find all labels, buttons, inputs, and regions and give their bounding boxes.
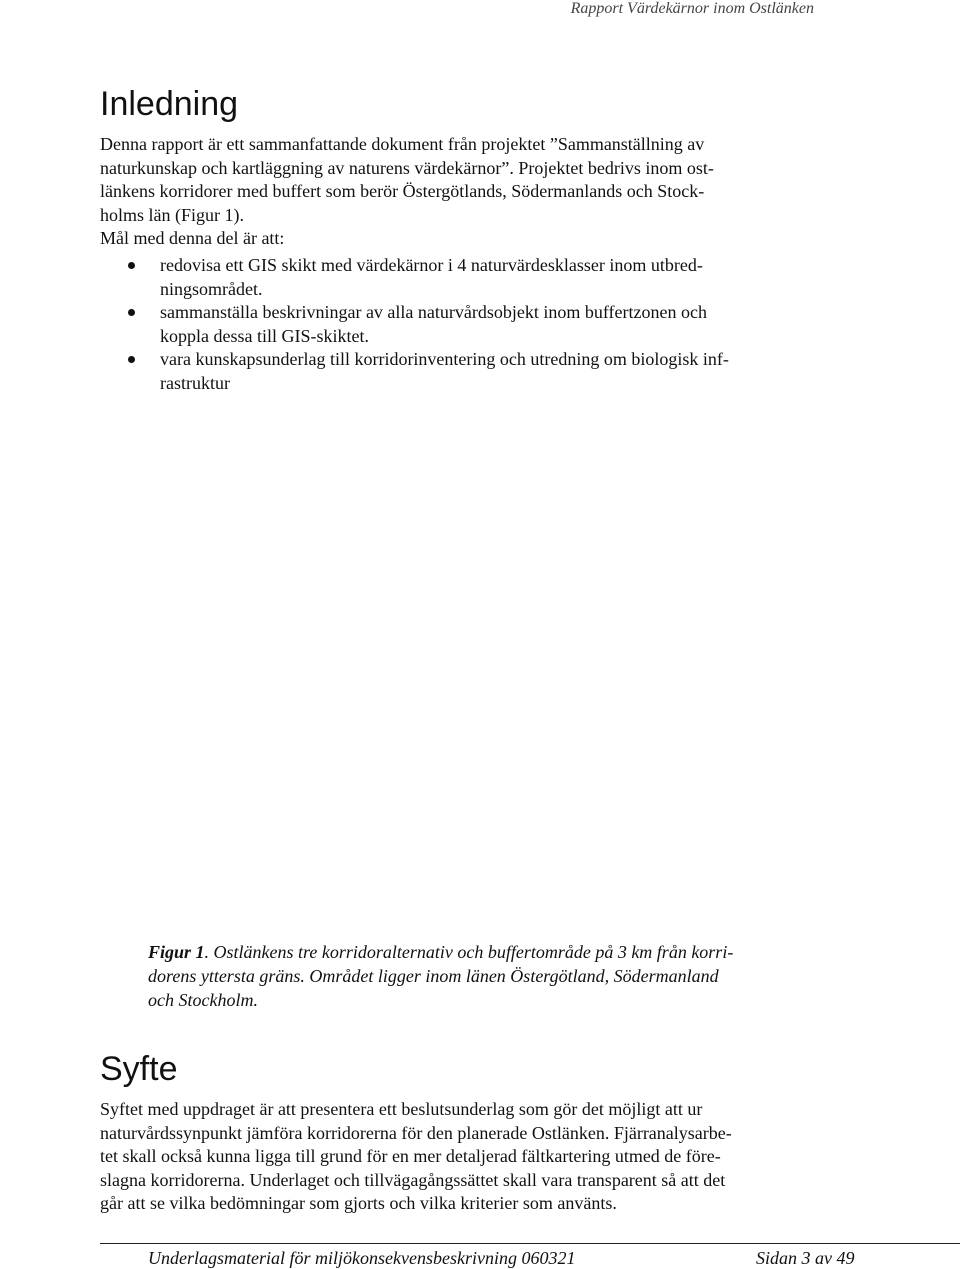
footer-page-number: Sidan 3 av 49: [756, 1248, 855, 1268]
text-line: och Stockholm.: [148, 990, 258, 1010]
text-line: Figur 1. Ostlänkens tre korridoralternativ och buffertområde på 3 km från korri-: [148, 942, 734, 962]
text-line: rastruktur: [160, 372, 230, 393]
bullet-icon: [128, 262, 135, 269]
goals-list: [100, 254, 800, 395]
text-line: koppla dessa till GIS-skiktet.: [160, 325, 369, 346]
bullet-icon: [128, 309, 135, 316]
figure-label: Figur 1: [148, 942, 205, 962]
purpose-paragraph: [100, 1098, 800, 1216]
intro-paragraph: [100, 133, 800, 251]
text-line: Mål med denna del är att:: [100, 228, 285, 248]
bullet-icon: [128, 356, 135, 363]
list-item: [100, 301, 800, 348]
section-heading-purpose: Syfte: [100, 1050, 178, 1088]
figure-caption: [148, 940, 808, 1012]
list-item: [100, 348, 800, 395]
text-line: länkens korridorer med buffert som berör Östergötlands, Södermanlands och Stock-: [100, 181, 705, 201]
footer-divider: [100, 1243, 960, 1244]
section-heading-intro: Inledning: [100, 85, 239, 123]
text-line: dorens yttersta gräns. Området ligger inom länen Östergötland, Södermanland: [148, 966, 719, 986]
text-line: slagna korridorerna. Underlaget och tillvägagångssättet skall vara transparent så att det: [100, 1169, 726, 1190]
text-line: tet skall också kunna ligga till grund för en mer detaljerad fältkartering utmed de före-: [100, 1146, 721, 1166]
text-line: Syftet med uppdraget är att presentera ett beslutsunderlag som gör det möjligt att ur: [100, 1099, 703, 1119]
footer-document-title: Underlagsmaterial för miljökonsekvensbeskrivning 060321: [148, 1248, 576, 1268]
list-item: [100, 254, 800, 301]
text-line: redovisa ett GIS skikt med värdekärnor i 4 naturvärdesklasser inom utbred-: [160, 255, 703, 275]
text-line: går att se vilka bedömningar som gjorts och vilka kriterier som använts.: [100, 1193, 617, 1213]
text-line: sammanställa beskrivningar av alla naturvårdsobjekt inom buffertzonen och: [160, 302, 707, 322]
text-line: Denna rapport är ett sammanfattande dokument från projektet ”Sammanställning av: [100, 134, 705, 154]
text-line: holms län (Figur 1).: [100, 204, 244, 225]
text-line: naturvårdssynpunkt jämföra korridorerna för den planerade Ostlänken. Fjärranalysarbe-: [100, 1122, 732, 1143]
text-line: ningsområdet.: [160, 278, 263, 299]
running-header: Rapport Värdekärnor inom Ostlänken: [570, 0, 814, 17]
text-line: vara kunskapsunderlag till korridorinventering och utredning om biologisk inf-: [160, 349, 729, 369]
text-line: naturkunskap och kartläggning av naturens värdekärnor”. Projektet bedrivs inom ost-: [100, 157, 714, 178]
